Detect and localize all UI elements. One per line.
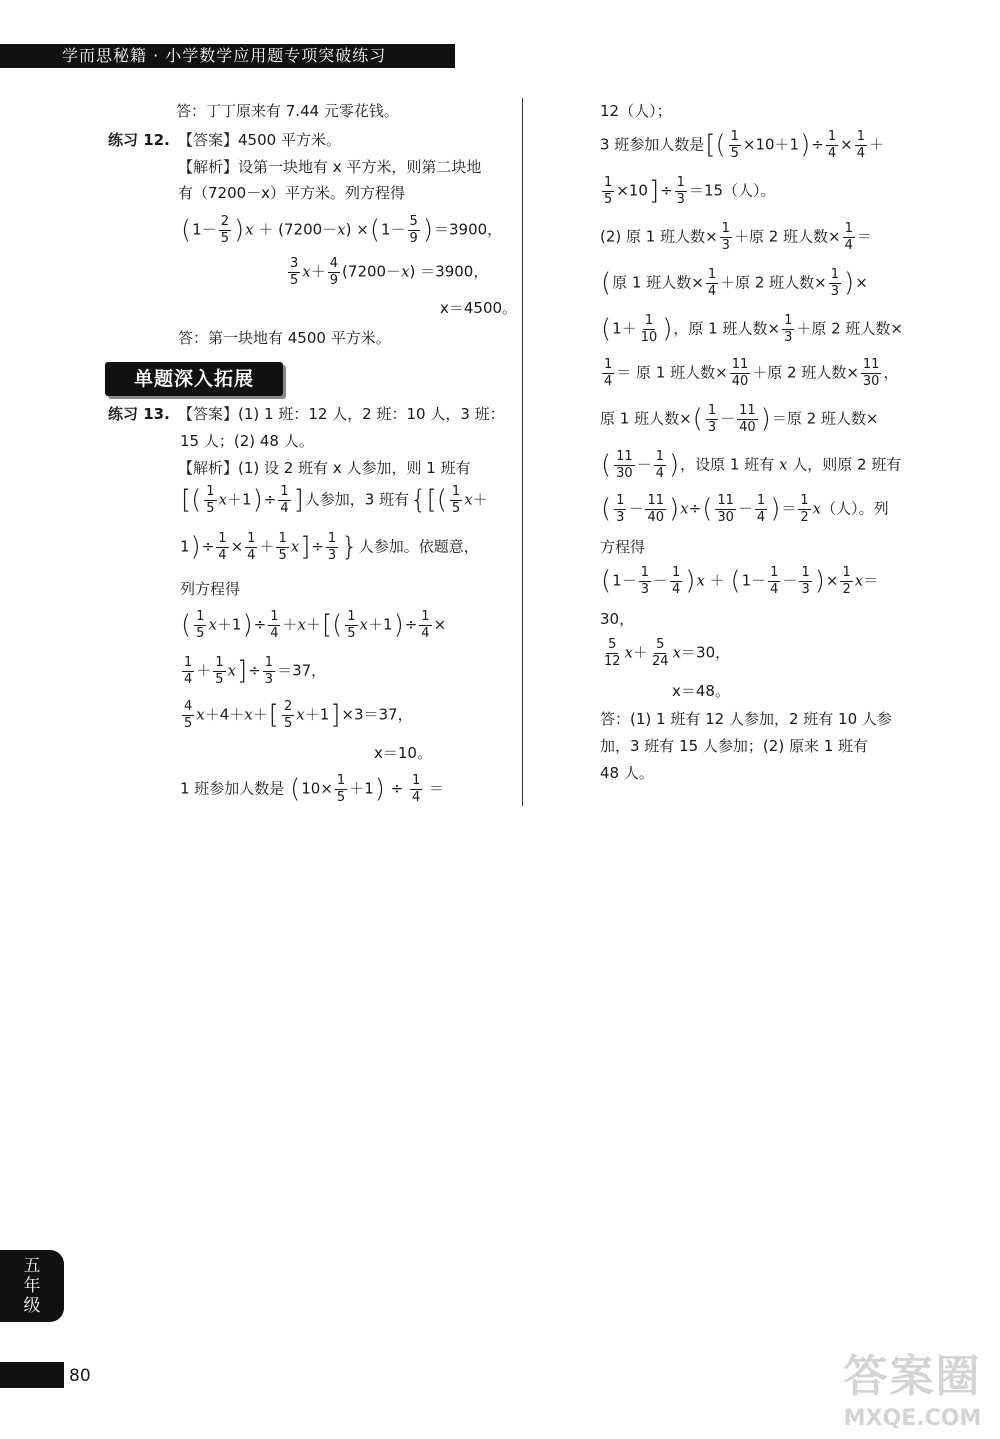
exercise-12-label: 练习 12. <box>108 131 170 149</box>
r-12-people: 12（人）； <box>600 102 672 120</box>
exercise-13-list-equation: 列方程得 <box>180 580 241 598</box>
grade-char-3: 级 <box>23 1296 41 1316</box>
class1-count: 1 班参加人数是 (10× $\frac{1}{5}$ ＋1) ÷ $\frac{1}{4}$ ＝ <box>180 773 445 805</box>
equation-13-setup-line1: [( $\frac{1}{5}$ x＋1)÷ $\frac{1}{4}$ ]人参加，3 班有{[( $\frac{1}{5}$ x＋ <box>181 484 488 516</box>
part2-line5: 原 1 班人数×( $\frac{1}{3}$ － $\frac{11}{40}$ )＝原 2 班人数× <box>600 403 879 435</box>
part2-line2: (原 1 班人数× $\frac{1}{4}$ ＋原 2 班人数× $\frac{1}{3}$ )× <box>601 267 868 299</box>
exercise-12-analysis-line1: 【解析】设第一块地有 x 平方米，则第二块地 <box>178 158 482 176</box>
equation-12-result: x＝4500。 <box>440 299 518 317</box>
part2-30: 30， <box>600 610 635 628</box>
equation-12-line1: (1－ $\frac{2}{5}$ )x ＋ (7200－x) ×(1－ $\frac{5}{9}$ )＝3900， <box>181 214 503 246</box>
part2-start: (2) 原 1 班人数× <box>600 227 718 246</box>
equation-12-line2: $\frac{3}{5}$ x＋ $\frac{4}{9}$ (7200－x) ＝3900， <box>290 256 489 288</box>
final-answer-line2: 加，3 班有 15 人参加；(2) 原来 1 班有 <box>600 737 869 755</box>
final-answer-line3: 48 人。 <box>600 764 654 782</box>
class1-count-label: 1 班参加人数是 <box>180 779 285 798</box>
part2-line3: (1＋ $\frac{1}{10}$ )，原 1 班人数× $\frac{1}{3}$ ＋原 2 班人数× <box>601 313 903 345</box>
class3-count-line1: 3 班参加人数是[( $\frac{1}{5}$ ×10＋1)÷ $\frac{1}{4}$ × $\frac{1}{4}$ ＋ <box>600 129 884 161</box>
book-title: 学而思秘籍 · 小学数学应用题专项突破练习 <box>62 46 387 65</box>
part2-line6: ( $\frac{11}{30}$ － $\frac{1}{4}$ )，设原 1 班有 x 人，则原 2 班有 <box>601 449 902 481</box>
part2-line7: ( $\frac{1}{3}$ － $\frac{11}{40}$ )x÷( $\frac{11}{30}$ － $\frac{1}{4}$ )＝ $\frac{1}{2}$ x（人）。列 <box>601 493 889 525</box>
final-answer-line1: 答：(1) 1 班有 12 人参加，2 班有 10 人参 <box>600 710 892 728</box>
book-title-bar <box>0 44 455 68</box>
class3-count-label: 3 班参加人数是 <box>600 135 705 154</box>
exercise-12-analysis-line2: 有（7200－x）平方米。列方程得 <box>178 184 406 202</box>
column-divider <box>522 98 523 806</box>
section-title: 单题深入拓展 <box>105 362 283 396</box>
exercise-12-answer: 【答案】4500 平方米。 <box>178 131 341 149</box>
page-number-bar <box>0 1362 64 1388</box>
part2-equation-line2: $\frac{5}{12}$ x＋ $\frac{5}{24}$ x＝30， <box>604 637 731 669</box>
exercise-13-answer-line2: 15 人；(2) 48 人。 <box>180 432 314 450</box>
equation-13-setup-line2: 1)÷ $\frac{1}{4}$ × $\frac{1}{4}$ ＋ $\frac{1}{5}$ x]÷ $\frac{1}{3}$ }人参加。依题意， <box>180 531 479 563</box>
watermark-en: MXQE.COM <box>843 1406 982 1431</box>
part2-equation-line1: (1－ $\frac{1}{3}$ － $\frac{1}{4}$ )x ＋ (1－ $\frac{1}{4}$ － $\frac{1}{3}$ )× $\frac{1}{2}$ x＝ <box>601 565 879 597</box>
part2-result: x＝48。 <box>672 682 730 700</box>
part2-line4: $\frac{1}{4}$ ＝ 原 1 班人数× $\frac{11}{40}$ ＋原 2 班人数× $\frac{11}{30}$ ， <box>604 357 899 389</box>
equation-13-line1: ( $\frac{1}{5}$ x＋1)÷ $\frac{1}{4}$ ＋x＋[( $\frac{1}{5}$ x＋1)÷ $\frac{1}{4}$ × <box>181 609 447 641</box>
part2-line1: (2) 原 1 班人数× $\frac{1}{3}$ ＋原 2 班人数× $\frac{1}{4}$ ＝ <box>600 221 872 253</box>
equation-13-result: x＝10。 <box>374 744 432 762</box>
grade-tab <box>0 1250 64 1322</box>
watermark-logo <box>830 1340 995 1435</box>
equation-13-line2: $\frac{1}{4}$ ＋ $\frac{1}{5}$ x]÷ $\frac{1}{3}$ ＝37， <box>184 655 327 687</box>
exercise-13-label: 练习 13. <box>108 405 170 423</box>
exercise-13-analysis-line1: 【解析】(1) 设 2 班有 x 人参加，则 1 班有 <box>178 459 471 477</box>
grade-char-2: 年 <box>23 1276 41 1296</box>
answer-dingding: 答：丁丁原来有 7.44 元零花钱。 <box>176 102 399 120</box>
watermark-cn: 答案圈 <box>843 1351 982 1402</box>
equation-13-line3: $\frac{4}{5}$ x＋4＋x＋[ $\frac{2}{5}$ x＋1]×3＝37， <box>184 699 413 731</box>
grade-char-1: 五 <box>23 1256 41 1276</box>
class3-count-line2: $\frac{1}{5}$ ×10]÷ $\frac{1}{3}$ ＝15（人）。 <box>604 175 776 207</box>
page-number: 80 <box>69 1366 91 1386</box>
exercise-13-answer-line1: 【答案】(1) 1 班：12 人，2 班：10 人，3 班： <box>178 405 505 423</box>
exercise-12-conclusion: 答：第一块地有 4500 平方米。 <box>178 329 391 347</box>
part2-list-equation: 方程得 <box>600 538 646 556</box>
